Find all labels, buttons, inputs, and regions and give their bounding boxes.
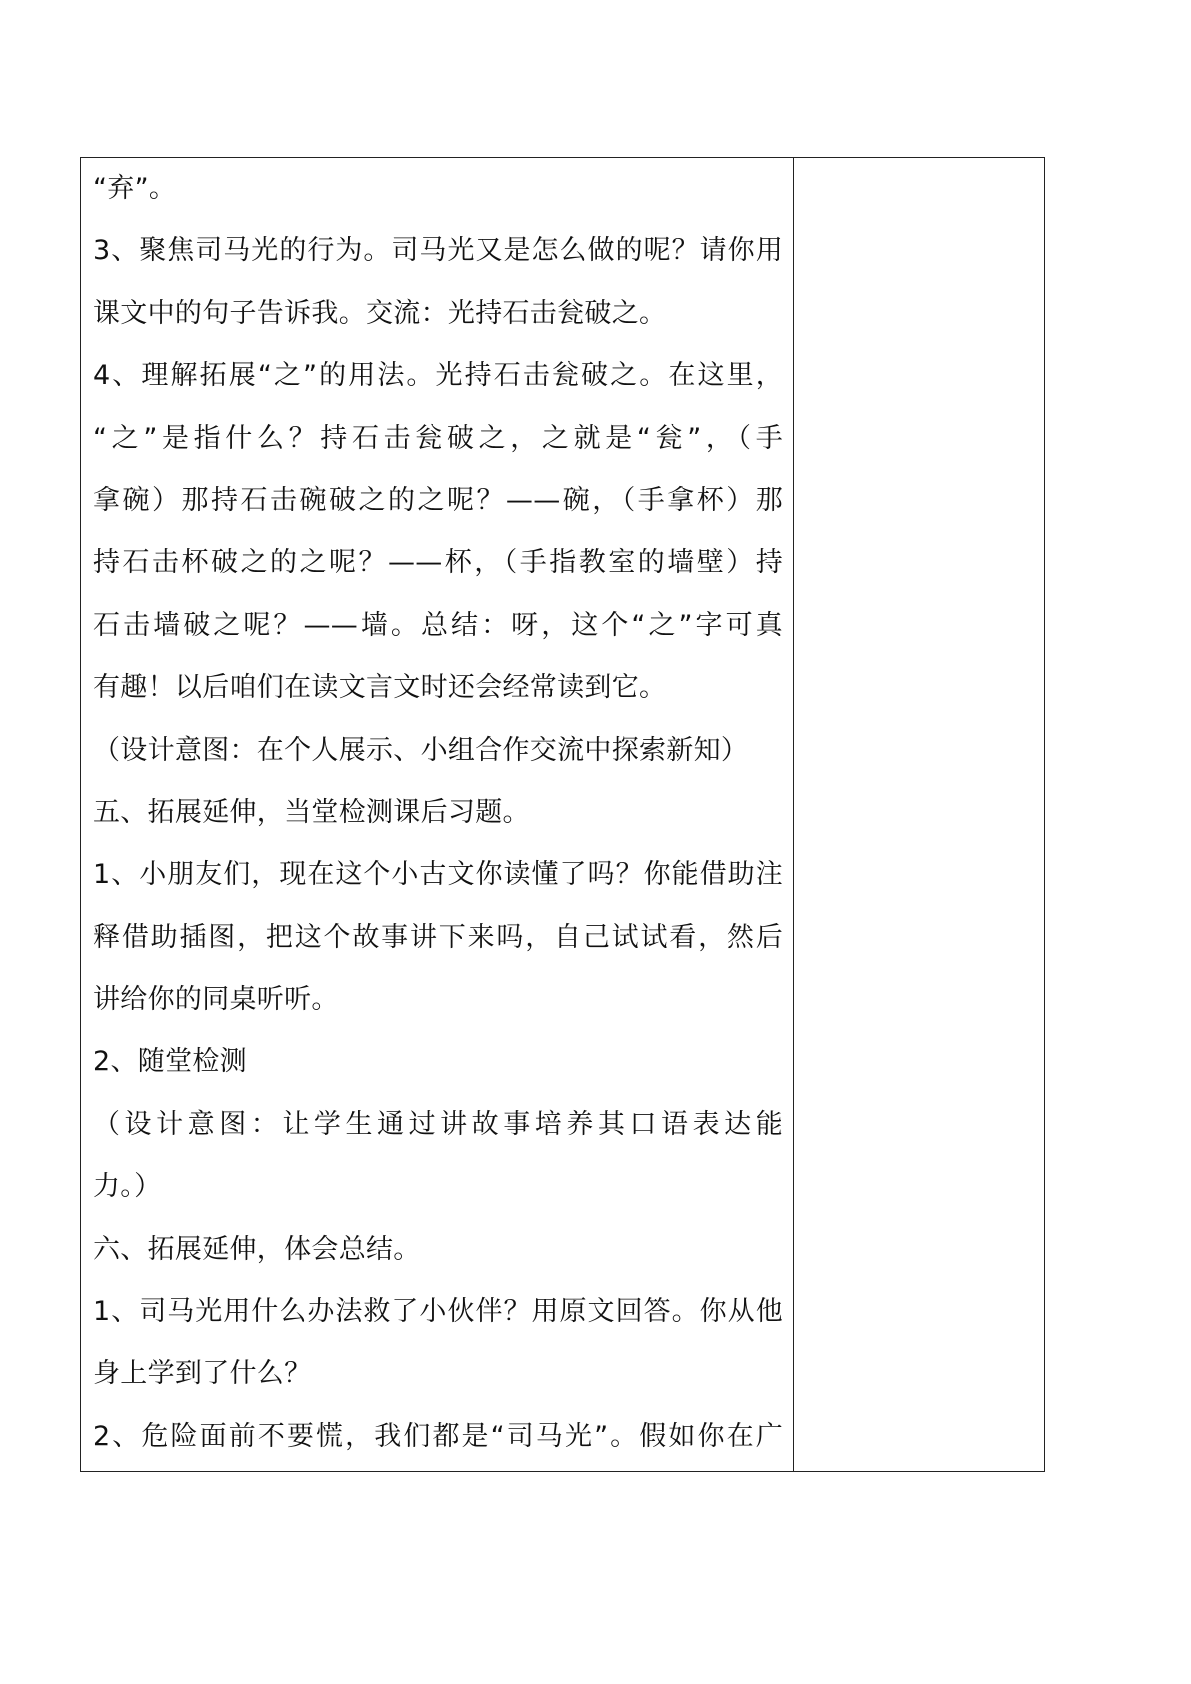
- text-line-13: 释借助插图，把这个故事讲下来吗，自己试试看，然后: [93, 921, 783, 953]
- text-line-16: （设计意图：让学生通过讲故事培养其口语表达能: [93, 1108, 783, 1140]
- text-line-17: 力。）: [93, 1171, 162, 1203]
- text-line-19: 1、司马光用什么办法救了小伙伴？用原文回答。你从他: [93, 1296, 783, 1328]
- notes-cell: [794, 158, 1044, 1471]
- text-line-9: 有趣！以后咱们在读文言文时还会经常读到它。: [93, 672, 667, 704]
- text-line-7: 持石击杯破之的之呢？——杯，（手指教室的墙壁）持: [93, 547, 783, 579]
- text-line-2: 3、聚焦司马光的行为。司马光又是怎么做的呢？请你用: [93, 235, 783, 267]
- text-line-21: 2、危险面前不要慌，我们都是“司马光”。假如你在广: [93, 1420, 783, 1452]
- text-line-12: 1、小朋友们，现在这个小古文你读懂了吗？你能借助注: [93, 859, 783, 891]
- lesson-content-cell: [81, 158, 794, 1471]
- text-line-3: 课文中的句子告诉我。交流：光持石击瓮破之。: [93, 297, 667, 329]
- text-line-20: 身上学到了什么？: [93, 1358, 312, 1390]
- text-line-6: 拿碗）那持石击碗破之的之呢？——碗，（手拿杯）那: [93, 484, 783, 516]
- text-line-4: 4、理解拓展“之”的用法。光持石击瓮破之。在这里，: [93, 360, 783, 392]
- text-line-1: “弃”。: [93, 173, 177, 204]
- text-line-5: “之”是指什么？持石击瓮破之，之就是“瓮”，（手: [93, 422, 783, 454]
- text-line-14: 讲给你的同桌听听。: [93, 984, 339, 1016]
- lesson-plan-table: [80, 157, 1045, 1472]
- text-line-10: （设计意图：在个人展示、小组合作交流中探索新知）: [93, 734, 749, 766]
- text-line-18: 六、拓展延伸，体会总结。: [93, 1233, 421, 1265]
- text-line-15: 2、随堂检测: [93, 1046, 247, 1078]
- text-line-8: 石击墙破之呢？——墙。总结：呀，这个“之”字可真: [93, 609, 783, 641]
- text-line-11: 五、拓展延伸，当堂检测课后习题。: [93, 796, 530, 828]
